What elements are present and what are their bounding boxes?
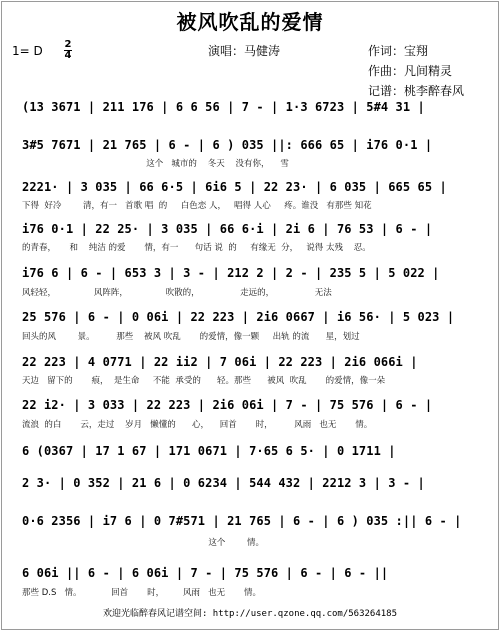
time-signature (64, 40, 72, 61)
notation-row-8: 22 i2· | 3 033 | 22 223 | 2i6 06i | 7 - | 75 576 | 6 - | (22, 398, 433, 412)
notation-row-7: 22 223 | 4 0771 | 22 ii2 | 7 06i | 22 223 | 2i6 066i | (22, 355, 418, 369)
notation-row-12: 6 06i || 6 - | 6 06i | 7 - | 75 576 | 6 - | 6 - || (22, 566, 389, 580)
key-signature: 1= D (12, 44, 43, 58)
notation-row-1: (13 3671 | 211 176 | 6 6 56 | 7 - | 1·3 6723 | 5#4 31 | (22, 100, 425, 114)
composer-credit: 作曲：凡间精灵 (368, 64, 453, 78)
lyric-row-11: 这个 情。 (22, 538, 265, 548)
notation-row-9: 6 (0367 | 17 1 67 | 171 0671 | 7·65 6 5· | 0 1711 | (22, 444, 396, 458)
singer-credit: 演唱：马健涛 (208, 44, 281, 58)
lyric-row-8: 流浪 的白 云，走过 岁月 懒懂的 心， 回首 时， 风雨 也无 情。 (22, 420, 373, 430)
lyric-row-5: 风轻轻， 风阵阵， 吹散的， 走远的， 无法 (22, 288, 332, 298)
lyric-row-7: 天边 留下的 痕， 是生命 不能 承受的 轻。那些 被风 吹乱 的爱情，像一朵 (22, 376, 386, 386)
lyric-row-6: 回头的风 景。 那些 被风 吹乱 的爱情，像一颗 出轨 的流 星，划过 (22, 332, 360, 342)
notation-row-6: 25 576 | 6 - | 0 06i | 22 223 | 2i6 0667 | i6 56· | 5 023 | (22, 310, 455, 324)
song-title: 被风吹乱的爱情 (176, 10, 324, 34)
transcriber-credit: 记谱：桃李醉春风 (368, 84, 465, 98)
lyricist-credit: 作词：宝翔 (368, 44, 429, 58)
notation-row-4: i76 0·1 | 22 25· | 3 035 | 66 6·i | 2i 6 | 76 53 | 6 - | (22, 222, 433, 236)
meter-top: 2 (64, 39, 72, 50)
lyric-row-2: 这个 城市的 冬天 没有你， 雪 (22, 159, 289, 169)
notation-row-3: 2221· | 3 035 | 66 6·5 | 6i6 5 | 22 23· | 6 035 | 665 65 | (22, 180, 447, 194)
notation-row-5: i76 6 | 6 - | 653 3 | 3 - | 212 2 | 2 - | 235 5 | 5 022 | (22, 266, 440, 280)
notation-row-11: 0·6 2356 | i7 6 | 0 7#571 | 21 765 | 6 - | 6 ) 035 :|| 6 - | (22, 514, 462, 528)
notation-row-2: 3#5 7671 | 21 765 | 6 - | 6 ) 035 ||: 666 65 | i76 0·1 | (22, 138, 433, 152)
lyric-row-12: 那些 D.S 情。 回首 时， 风雨 也无 情。 (22, 588, 262, 598)
lyric-row-3: 下得 好冷 清，有一 首歌 唱 的 白色恋 人， 唱得 人心 疼。谁没 有那些 知花 (22, 201, 372, 211)
meter-bottom: 4 (64, 50, 72, 61)
footer-credit: 欢迎光临醉春风记谱空间: http://user.qzone.qq.com/563264185 (102, 609, 398, 619)
notation-row-10: 2 3· | 0 352 | 21 6 | 0 6234 | 544 432 | 2212 3 | 3 - | (22, 476, 425, 490)
lyric-row-4: 的青春， 和 纯洁 的爱 情，有一 句话 说 的 有缘无 分， 说得 太残 忍。 (22, 243, 371, 253)
